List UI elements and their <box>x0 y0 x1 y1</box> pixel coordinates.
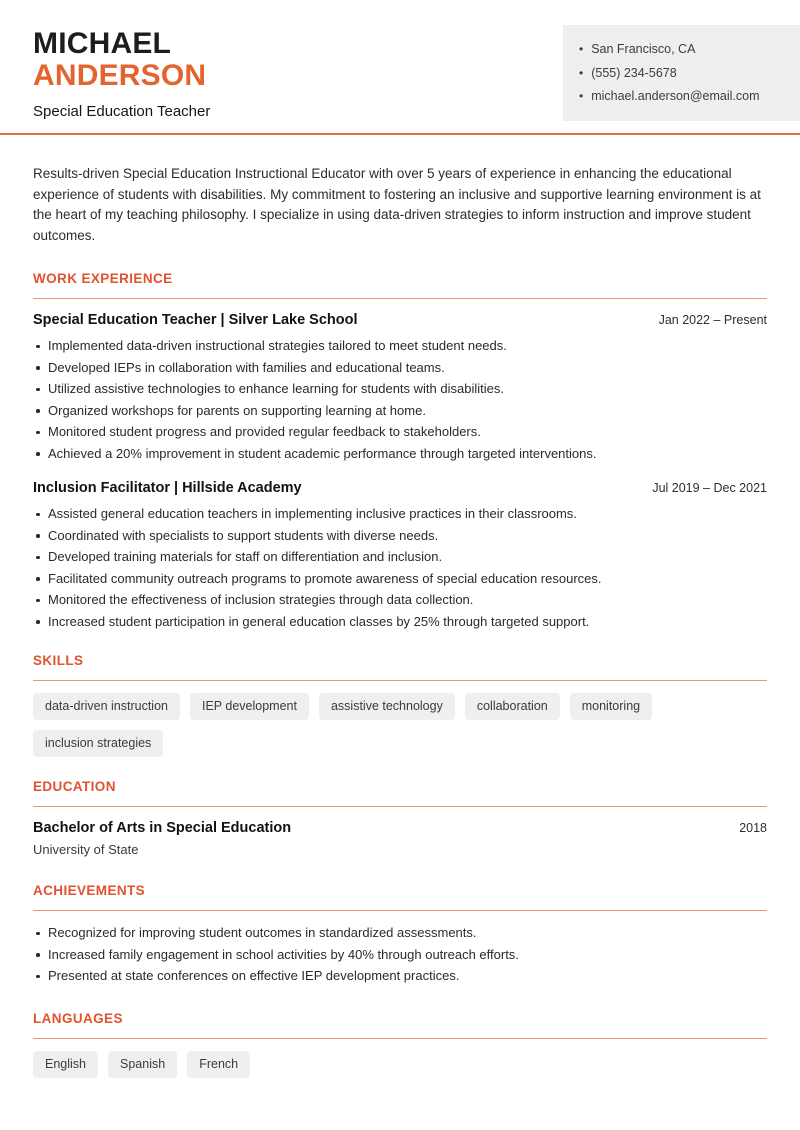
contact-card <box>563 25 800 121</box>
job-header <box>33 312 767 328</box>
section-divider <box>33 1038 767 1039</box>
section-education <box>33 780 767 857</box>
languages-tag-list <box>33 1051 767 1078</box>
job-bullet: Monitored student progress and provided regular feedback to stakeholders. <box>33 424 767 441</box>
job-title: Special Education Teacher | Silver Lake School <box>33 312 358 328</box>
contact-phone-row <box>579 62 784 86</box>
job-bullet: Monitored the effectiveness of inclusion strategies through data collection. <box>33 592 767 609</box>
section-title-education: EDUCATION <box>33 779 116 794</box>
job-bullet: Developed training materials for staff on differentiation and inclusion. <box>33 549 767 566</box>
section-divider <box>33 806 767 807</box>
contact-phone: (555) 234-5678 <box>591 65 677 80</box>
candidate-first-name: MICHAEL <box>33 27 172 60</box>
contact-email: michael.anderson@email.com <box>591 89 760 103</box>
skill-tag: data-driven instruction <box>33 693 180 720</box>
job-bullet: Utilized assistive technologies to enhance learning for students with disabilities. <box>33 381 767 398</box>
job-title: Inclusion Facilitator | Hillside Academy <box>33 480 302 496</box>
job-bullet: Implemented data-driven instructional strategies tailored to meet student needs. <box>33 338 767 355</box>
education-school: University of State <box>33 842 139 857</box>
job-header <box>33 480 767 496</box>
skill-tag: monitoring <box>570 693 652 720</box>
achievement-bullet: Recognized for improving student outcomes in standardized assessments. <box>33 925 767 942</box>
job-dates: Jul 2019 – Dec 2021 <box>652 481 767 495</box>
resume-header <box>0 0 800 133</box>
job-bullet: Assisted general education teachers in implementing inclusive practices in their classrooms. <box>33 506 767 523</box>
job-bullet: Developed IEPs in collaboration with families and educational teams. <box>33 360 767 377</box>
achievement-bullet: Increased family engagement in school activities by 40% through outreach efforts. <box>33 947 767 964</box>
section-title-skills: SKILLS <box>33 653 84 668</box>
job-bullet: Facilitated community outreach programs to promote awareness of special education resources. <box>33 571 767 588</box>
language-tag: English <box>33 1051 98 1078</box>
candidate-job-title: Special Education Teacher <box>33 103 211 120</box>
section-languages <box>33 1012 767 1078</box>
achievements-bullet-list <box>33 925 767 985</box>
job-bullet-list <box>33 338 767 462</box>
section-title-work-experience: WORK EXPERIENCE <box>33 271 173 286</box>
job-bullet: Achieved a 20% improvement in student academic performance through targeted interventions. <box>33 446 767 463</box>
education-header <box>33 820 767 836</box>
job-bullet: Coordinated with specialists to support students with diverse needs. <box>33 528 767 545</box>
candidate-last-name: ANDERSON <box>33 59 207 92</box>
bullet-icon: • <box>579 89 584 103</box>
job-entry <box>33 312 767 462</box>
job-bullet-list <box>33 506 767 630</box>
job-bullet: Increased student participation in general education classes by 25% through targeted support. <box>33 614 767 631</box>
education-degree: Bachelor of Arts in Special Education <box>33 820 292 836</box>
skill-tag: inclusion strategies <box>33 730 163 757</box>
job-bullet: Organized workshops for parents on supporting learning at home. <box>33 403 767 420</box>
achievement-bullet: Presented at state conferences on effective IEP development practices. <box>33 968 767 985</box>
skill-tag: IEP development <box>190 693 309 720</box>
skills-tag-list <box>33 693 767 757</box>
header-divider <box>0 133 800 135</box>
bullet-icon: • <box>579 42 584 56</box>
skill-tag: assistive technology <box>319 693 455 720</box>
contact-location: San Francisco, CA <box>591 42 696 56</box>
section-skills <box>33 654 767 757</box>
section-divider <box>33 680 767 681</box>
section-title-languages: LANGUAGES <box>33 1010 123 1026</box>
section-divider <box>33 910 767 911</box>
section-title-achievements: ACHIEVEMENTS <box>33 883 146 898</box>
contact-location-row <box>579 38 784 62</box>
skill-tag: collaboration <box>465 693 560 720</box>
education-year: 2018 <box>739 821 767 835</box>
language-tag: Spanish <box>108 1051 177 1078</box>
section-achievements <box>33 884 767 985</box>
section-work-experience <box>33 272 767 630</box>
summary-paragraph: Results-driven Special Education Instructional Educator with over 5 years of experience in enhancing the educational experience of students with disabilities. My commitment to fostering an inclusive and supportive learning environment is at the heart of my teaching philosophy. I specialize in using data-driven strategies to inform instruction and improve student outcomes. <box>33 166 761 243</box>
language-tag: French <box>187 1051 250 1078</box>
resume-body <box>0 164 800 1078</box>
job-dates: Jan 2022 – Present <box>658 313 767 327</box>
contact-email-row <box>579 85 784 109</box>
bullet-icon: • <box>579 65 584 80</box>
job-entry <box>33 480 767 630</box>
section-divider <box>33 298 767 299</box>
